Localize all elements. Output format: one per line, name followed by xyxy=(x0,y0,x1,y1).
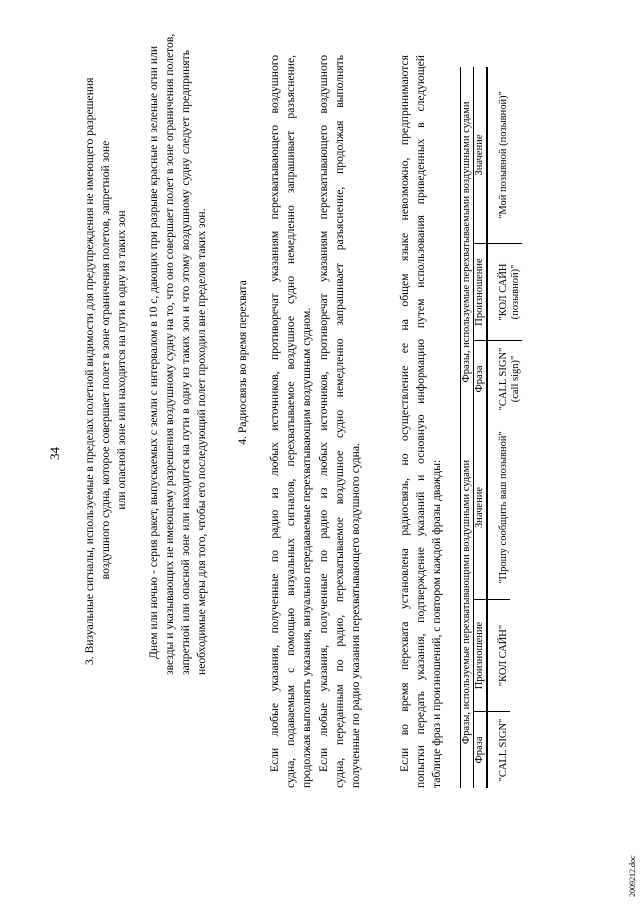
section-3-paragraph-line-3: запретной или опасной зоне или находится на пути в одну из таких зон и что этому воздушному судну следует предпринять xyxy=(179,50,192,675)
table-caption: Фразы, используемые перехватывающими воздушными судами xyxy=(461,416,474,788)
phrases-table-intercepting xyxy=(460,416,510,788)
cell-pronunciation-line-2: (позывной)" xyxy=(510,264,521,320)
column-header-phrase: Фраза xyxy=(474,712,488,789)
cell-meaning: "Прошу сообщить ваш позывной" xyxy=(487,416,510,600)
column-header-pronunciation: Произношение xyxy=(474,600,488,712)
cell-phrase-line-2: (call sign)" xyxy=(510,355,521,403)
section-4-para-1-line-1: Если любые указания, полученные по радио из любых источников, противоречат указаниям перехватывающего воздушного xyxy=(268,55,281,772)
section-4-para-3-line-3: таблице фраз и произношений, с повтором каждой фразы дважды: xyxy=(430,459,443,788)
table-row xyxy=(487,416,510,788)
column-header-meaning: Значение xyxy=(474,67,488,244)
page-number: 34 xyxy=(47,447,62,460)
table-row xyxy=(487,67,522,417)
cell-pronunciation xyxy=(487,244,522,341)
column-header-phrase: Фраза xyxy=(474,341,488,418)
column-header-pronunciation: Произношение xyxy=(474,244,488,341)
section-3-paragraph-line-2: звезды и указывающих не имеющему разрешения воздушному судну на то, что оно совершает полет в зоне ограничения полетов, xyxy=(163,33,176,675)
cell-pronunciation: "КОЛ САЙН" xyxy=(487,600,510,712)
section-4-para-2-line-3: полученные по радио указания перехватывающего воздушного судна. xyxy=(349,443,362,788)
column-header-meaning: Значение xyxy=(474,416,488,600)
section-3-title-line-3: или опасной зоне или находится на пути в одну из таких зон xyxy=(115,210,128,510)
section-4-para-2-line-2: судна, переданным по радио, перехватываемое воздушное судно немедленно запрашивает разъяснение, продолжая выполнять xyxy=(333,55,346,788)
cell-phrase xyxy=(487,341,522,418)
cell-meaning: "Мой позывной (позывной)" xyxy=(487,67,522,244)
section-3-title-line-2: воздушного судна, которое совершает полет в зоне ограничения полетов, запретной зоне xyxy=(99,140,112,580)
section-4-para-1-line-3: продолжая выполнять указания, визуально передаваемые перехватывающим воздушным судном. xyxy=(300,307,313,788)
table-caption: Фразы, используемые перехватываемыми воздушными судами xyxy=(461,67,474,417)
section-4-para-2-line-1: Если любые указания, полученные по радио из любых источников, противоречат указаниям перехватывающего воздушного xyxy=(317,55,330,772)
cell-phrase: "CALL SIGN" xyxy=(498,718,509,782)
section-3-paragraph-line-1: Днем или ночью - серия ракет, выпускаемых с земли с интервалом в 10 с, дающих при разрыве красные и зеленые огни или xyxy=(147,45,160,659)
footer-filename: 2009212.doc xyxy=(628,855,637,897)
section-4-para-1-line-2: судна, подаваемым с помощью визуальных сигналов, перехватываемое воздушное судно немедленно запрашивает разъяснение, xyxy=(284,55,297,788)
phrases-table-intercepted xyxy=(460,67,522,417)
section-3-paragraph-line-4: необходимые меры для того, чтобы его последующий полет проходил вне пределов таких зон. xyxy=(195,208,208,675)
section-4-para-3-line-1: Если во время перехвата установлена радиосвязь, но осуществление ее на общем языке невозможно, предпринимаются xyxy=(398,55,411,772)
section-4-para-3-line-2: попытки передать указания, подтверждение указаний и основную информацию путем использования приведенных в следующей xyxy=(414,55,427,788)
section-3-title-line-1: 3. Визуальные сигналы, используемые в пределах полетной видимости для предупреждения не имеющего разрешения xyxy=(83,77,96,665)
section-4-heading: 4. Радиосвязь во время перехвата xyxy=(236,280,249,445)
cell-phrase-line-1: "CALL SIGN" xyxy=(498,347,509,411)
cell-pronunciation-line-1: "КОЛ САЙН xyxy=(498,263,509,321)
